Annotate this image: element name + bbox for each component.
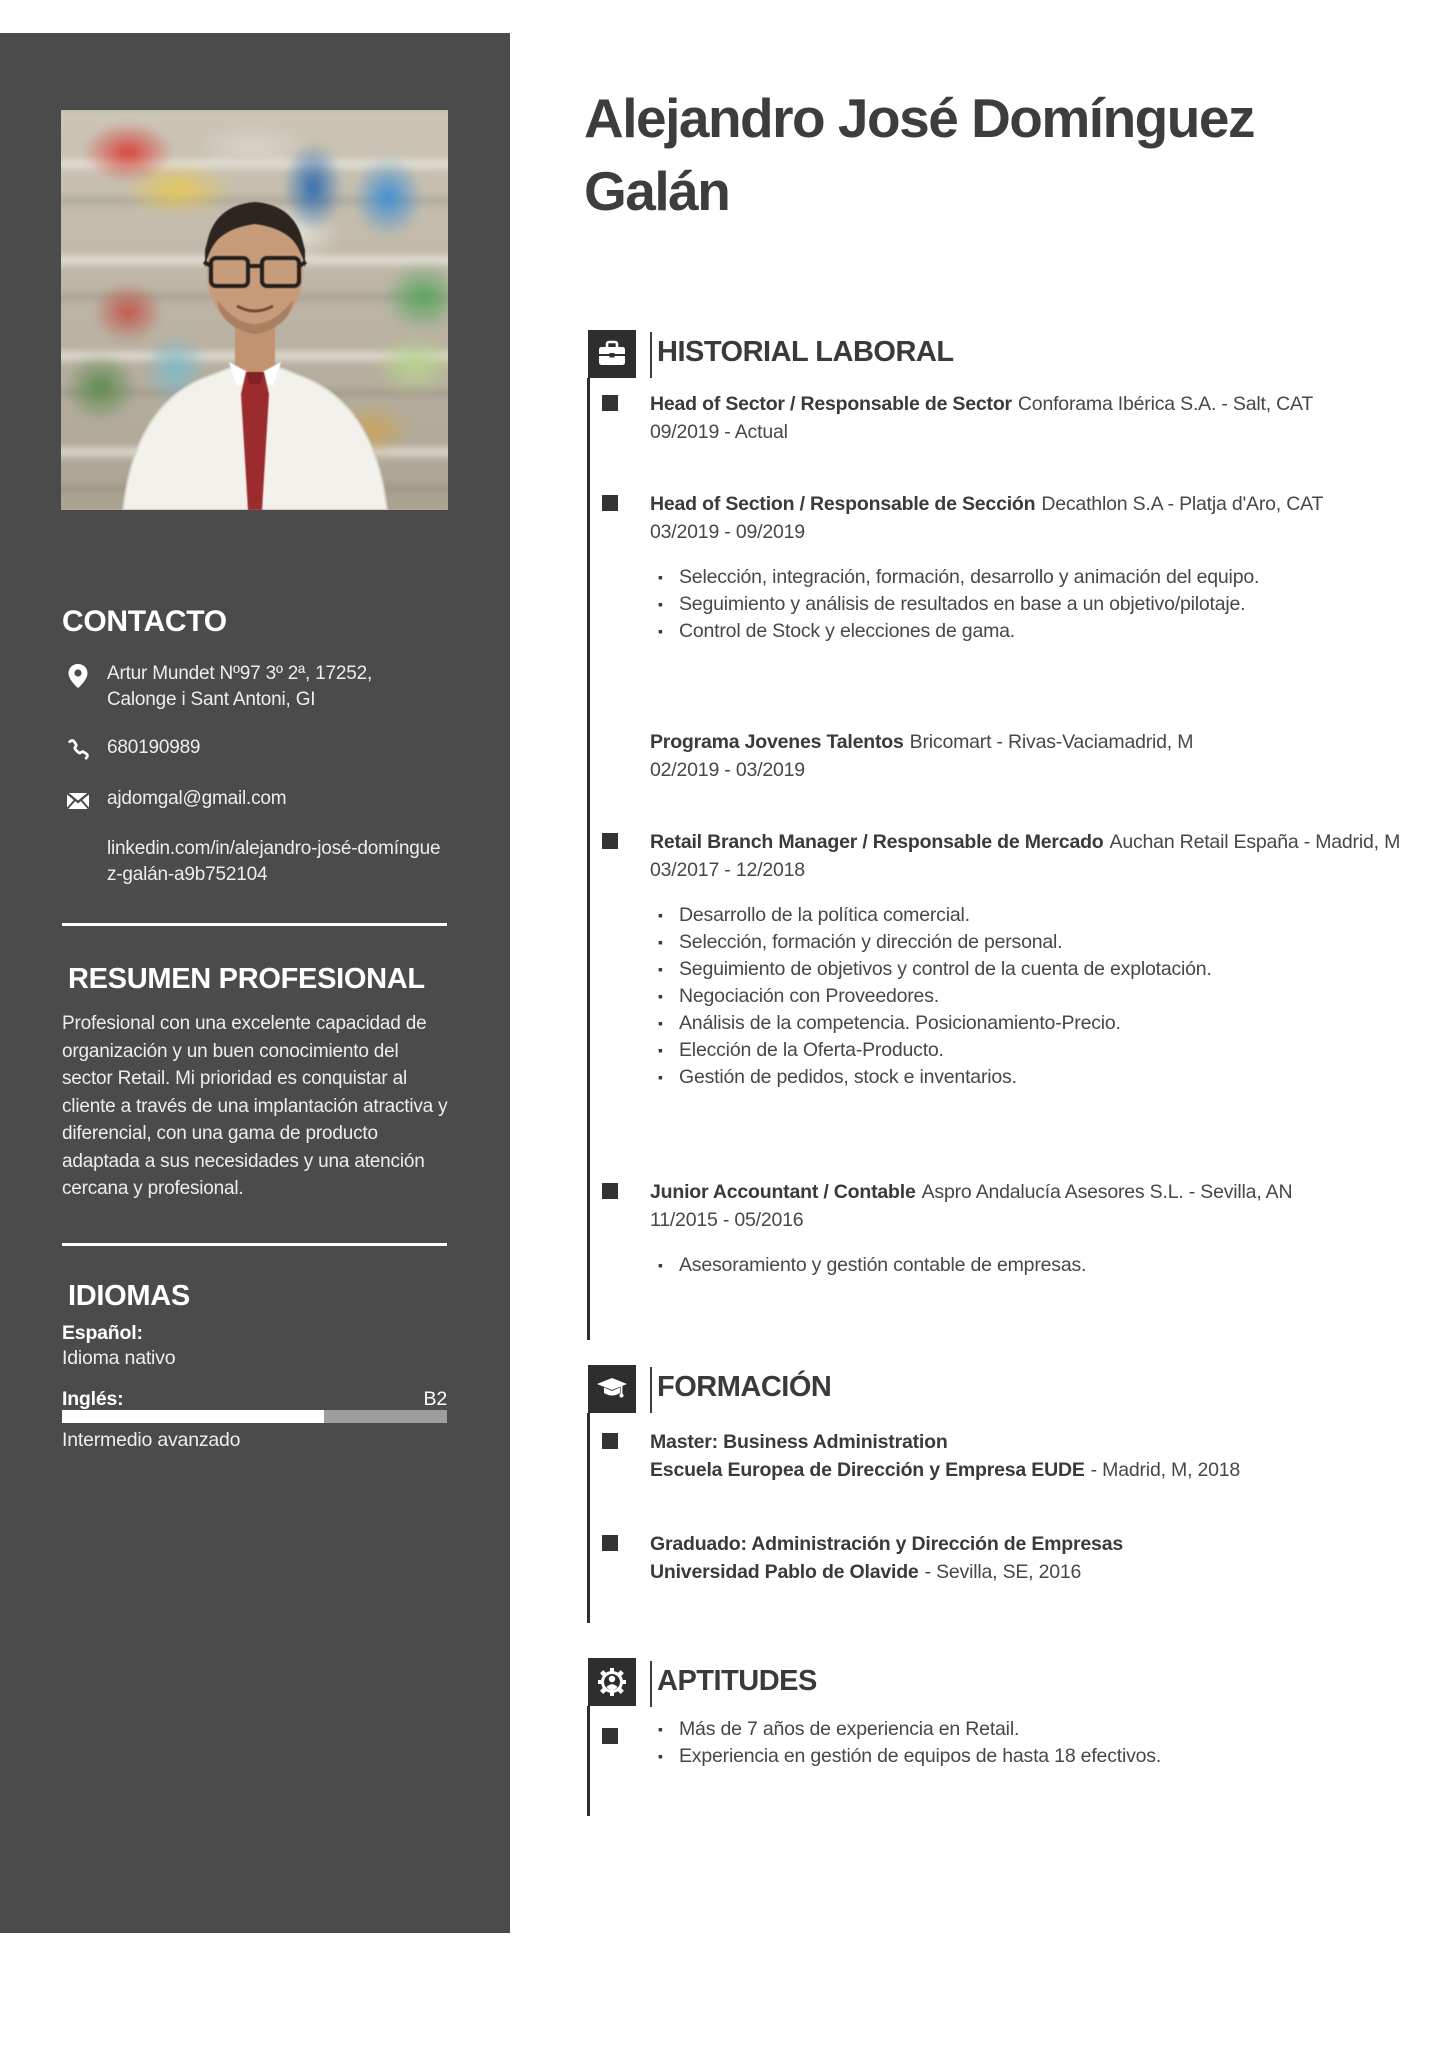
education-entry <box>650 1428 1412 1484</box>
aptitudes-marker-square <box>602 1728 618 1744</box>
contact-linkedin: linkedin.com/in/alejandro-josé-domínguez-galán-a9b752104 <box>107 838 441 885</box>
job-bullet: ▪ Elección de la Oferta-Producto. <box>658 1037 1412 1064</box>
job-entry <box>650 390 1412 446</box>
education-detail: - Madrid, M, 2018 <box>1090 1459 1241 1481</box>
language-label-english: Inglés: <box>62 1388 124 1410</box>
contact-heading: CONTACTO <box>62 605 227 638</box>
aptitude-bullet: ▪ Más de 7 años de experiencia en Retail. <box>658 1716 1412 1743</box>
job-title-line <box>650 828 1412 856</box>
job-marker-square <box>602 833 618 849</box>
section-title-laboral: HISTORIAL LABORAL <box>650 336 954 369</box>
aptitudes-entry <box>650 1716 1412 1770</box>
education-degree <box>650 1428 1412 1456</box>
job-dates: 02/2019 - 03/2019 <box>650 759 805 781</box>
job-dates: 03/2019 - 09/2019 <box>650 521 805 543</box>
job-entry <box>650 828 1412 1091</box>
job-bullet: ▪ Selección, integración, formación, desarrollo y animación del equipo. <box>658 564 1412 591</box>
language-badge-b2: B2 <box>423 1388 447 1410</box>
job-company: Auchan Retail España - Madrid, M <box>1109 831 1401 853</box>
section-title-formacion: FORMACIÓN <box>650 1371 831 1404</box>
job-dates: 11/2015 - 05/2016 <box>650 1209 804 1231</box>
job-bullet-list <box>650 564 1412 645</box>
contact-email: ajdomgal@gmail.com <box>107 788 287 809</box>
languages-heading: IDIOMAS <box>68 1280 190 1312</box>
job-bullet: ▪ Gestión de pedidos, stock e inventarios. <box>658 1064 1412 1091</box>
job-bullet: ▪ Selección, formación y dirección de personal. <box>658 929 1412 956</box>
job-bullet: ▪ Control de Stock y elecciones de gama. <box>658 618 1412 645</box>
job-title-line <box>650 728 1412 756</box>
job-title: Head of Section / Responsable de Sección <box>650 493 1036 515</box>
job-title-line <box>650 490 1412 518</box>
job-title: Junior Accountant / Contable <box>650 1181 916 1203</box>
job-marker-square <box>602 395 618 411</box>
job-bullet: ▪ Negociación con Proveedores. <box>658 983 1412 1010</box>
job-dates: 03/2017 - 12/2018 <box>650 859 805 881</box>
job-dates: 09/2019 - Actual <box>650 421 788 443</box>
job-marker-square <box>602 1183 618 1199</box>
person-gear-icon <box>588 1658 636 1706</box>
job-title-line <box>650 390 1412 418</box>
timeline-line <box>587 1706 590 1816</box>
job-bullet: ▪ Análisis de la competencia. Posicionamiento-Precio. <box>658 1010 1412 1037</box>
education-entry <box>650 1530 1412 1586</box>
job-title: Retail Branch Manager / Responsable de Mercado <box>650 831 1104 853</box>
aptitude-bullet: ▪ Experiencia en gestión de equipos de hasta 18 efectivos. <box>658 1743 1412 1770</box>
job-bullet: ▪ Seguimiento y análisis de resultados en base a un objetivo/pilotaje. <box>658 591 1412 618</box>
section-title-aptitudes: APTITUDES <box>650 1665 817 1698</box>
briefcase-icon <box>588 330 636 378</box>
job-bullet-list <box>650 902 1412 1091</box>
job-company: Conforama Ibérica S.A. - Salt, CAT <box>1017 393 1314 415</box>
aptitudes-bullet-list <box>650 1716 1412 1770</box>
language-label-spanish: Español: <box>62 1322 143 1344</box>
job-bullet: ▪ Desarrollo de la política comercial. <box>658 902 1412 929</box>
language-level-english: Intermedio avanzado <box>62 1429 241 1451</box>
timeline-line <box>587 378 590 1340</box>
job-bullet: ▪ Seguimiento de objetivos y control de la cuenta de explotación. <box>658 956 1412 983</box>
summary-text: Profesional con una excelente capacidad de organización y un buen conocimiento del sector Retail. Mi prioridad es conquistar al cliente a través de una implantación atractiva y diferencial, con una gama de producto adaptada a sus necesidades y una atención cercana y profesional. <box>62 1013 448 1199</box>
education-school: Escuela Europea de Dirección y Empresa EUDE <box>650 1459 1085 1481</box>
job-marker-square <box>602 495 618 511</box>
job-entry <box>650 728 1412 784</box>
job-title: Programa Jovenes Talentos <box>650 731 904 753</box>
education-school-line <box>650 1558 1412 1586</box>
education-school-line <box>650 1456 1412 1484</box>
education-degree-text: Graduado: Administración y Dirección de Empresas <box>650 1533 1123 1555</box>
job-company: Bricomart - Rivas-Vaciamadrid, M <box>909 731 1194 753</box>
education-school: Universidad Pablo de Olavide <box>650 1561 919 1583</box>
language-level-spanish: Idioma nativo <box>62 1347 176 1369</box>
timeline-line <box>587 1413 590 1623</box>
contact-phone: 680190989 <box>107 737 201 758</box>
education-degree <box>650 1530 1412 1558</box>
job-title-line <box>650 1178 1412 1206</box>
page-title-name: Alejandro José Domínguez Galán <box>584 87 1254 222</box>
job-bullet-list <box>650 1252 1412 1279</box>
summary-heading: RESUMEN PROFESIONAL <box>68 963 425 995</box>
job-company: Aspro Andalucía Asesores S.L. - Sevilla, AN <box>921 1181 1293 1203</box>
graduation-cap-icon <box>588 1365 636 1413</box>
education-marker-square <box>602 1433 618 1449</box>
education-degree-text: Master: Business Administration <box>650 1431 948 1453</box>
job-title: Head of Sector / Responsable de Sector <box>650 393 1012 415</box>
job-entry <box>650 490 1412 645</box>
education-detail: - Sevilla, SE, 2016 <box>924 1561 1082 1583</box>
contact-address: Artur Mundet Nº97 3º 2ª, 17252, Calonge i Sant Antoni, GI <box>107 663 373 710</box>
job-company: Decathlon S.A - Platja d'Aro, CAT <box>1041 493 1324 515</box>
education-marker-square <box>602 1535 618 1551</box>
job-entry <box>650 1178 1412 1279</box>
job-bullet: ▪ Asesoramiento y gestión contable de empresas. <box>658 1252 1412 1279</box>
